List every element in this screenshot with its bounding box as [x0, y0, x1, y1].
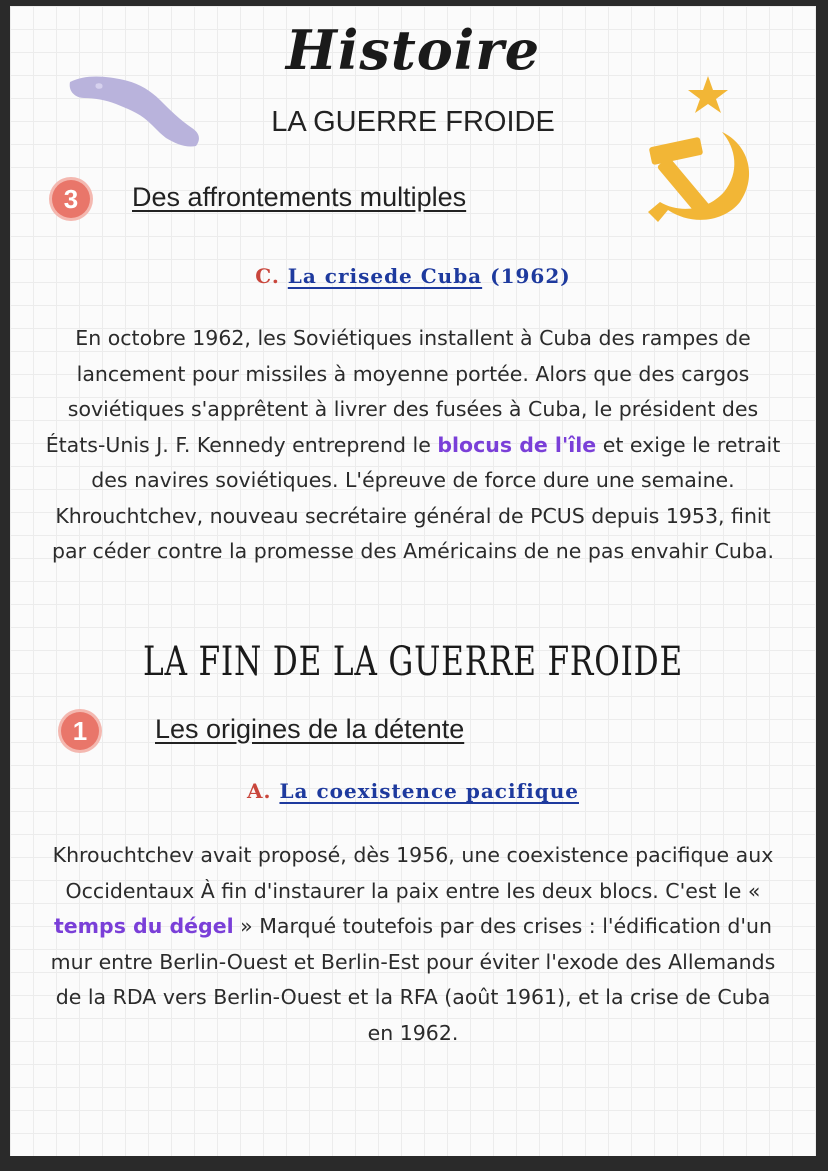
section-number-badge: 1: [61, 712, 99, 750]
section-title: Des affrontements multiples: [132, 182, 467, 212]
paragraph-peaceful-coexistence: [40, 838, 786, 1051]
page-title: Histoire: [285, 18, 541, 82]
hammer-sickle-icon: [636, 72, 766, 236]
paragraph-text: et exige le retrait des navires soviétiques. L'épreuve de force dure une semaine. Khrouchtchev, nouveau secrétaire général de PCUS depuis 1953, finit par céder contre la promesse des Américains de ne pas envahir Cuba.: [52, 432, 781, 563]
subsection-year: (1962): [490, 264, 571, 288]
highlight-term: blocus de l'île: [437, 432, 597, 457]
section-title: Les origines de la détente: [155, 714, 465, 744]
subsection-title: La crisede Cuba: [287, 264, 483, 288]
subsection-heading: [10, 779, 816, 803]
paragraph-cuba-crisis: [40, 321, 786, 570]
subsection-letter: A.: [247, 779, 272, 803]
subsection-title: La coexistence pacifique: [279, 779, 579, 803]
subsection-letter: C.: [255, 264, 280, 288]
section-number-badge: 3: [52, 180, 90, 218]
highlight-term: temps du dégel: [53, 914, 234, 938]
paragraph-text: » Marqué toutefois par des crises : l'édification d'un mur entre Berlin-Ouest et Berlin-Est pour éviter l'exode des Allemands de la RDA vers Berlin-Ouest et la RFA (août 1961), et la crise de Cuba en 1962.: [50, 914, 776, 1045]
paragraph-text: En octobre 1962, les Soviétiques installent à Cuba des rampes de lancement pour missiles à moyenne portée. Alors que des cargos soviétiques s'apprêtent à livrer des fusées à Cuba, le président des États-Unis J. F. Kennedy entreprend le: [45, 326, 759, 457]
paragraph-text: Khrouchtchev avait proposé, dès 1956, une coexistence pacifique aux Occidentaux À fin d'instaurer la paix entre les deux blocs. C'est le «: [52, 843, 774, 903]
page-subtitle: LA GUERRE FROIDE: [271, 106, 555, 138]
note-page: [10, 6, 816, 1156]
part-title: LA FIN DE LA GUERRE FROIDE: [142, 639, 684, 685]
subsection-heading: [10, 264, 816, 288]
